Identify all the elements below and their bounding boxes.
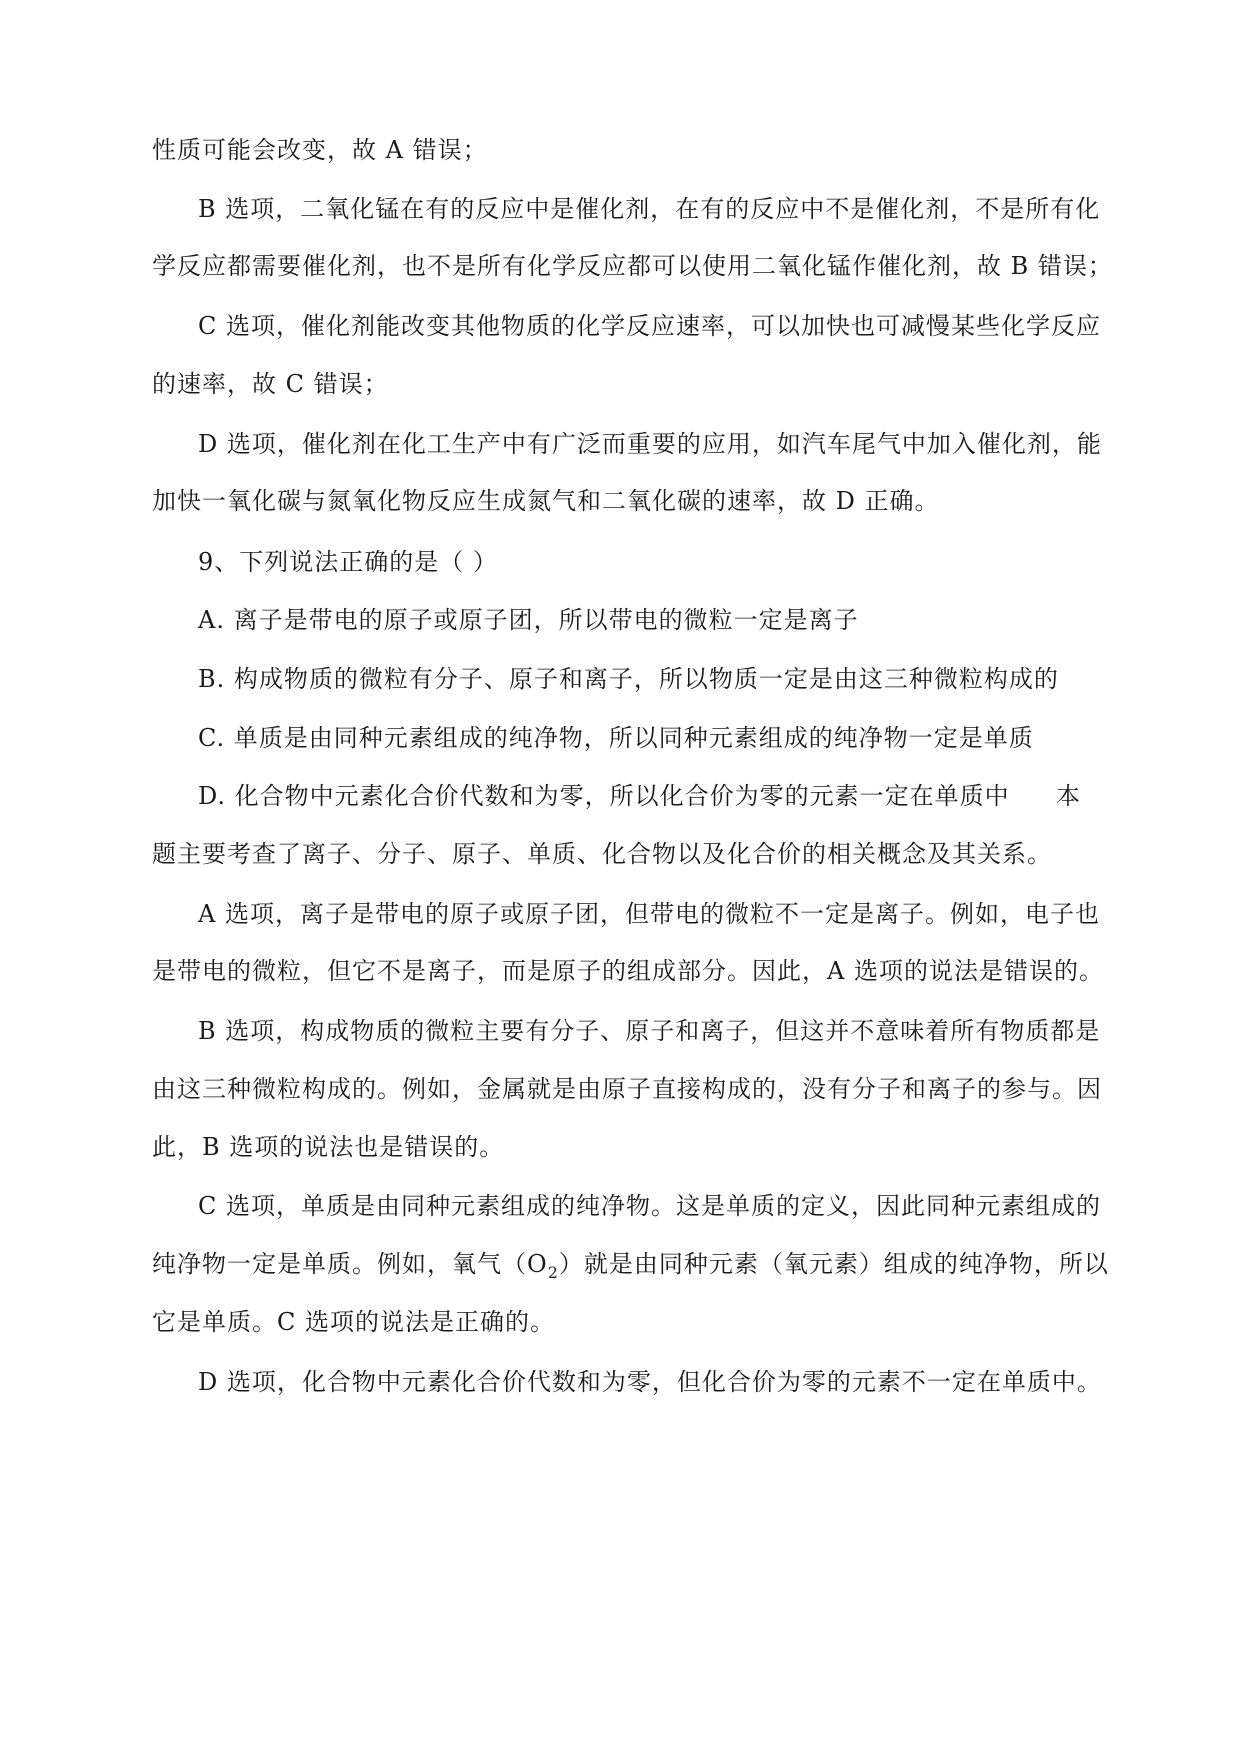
text-line: 此，B 选项的说法也是错误的。 [152, 1133, 505, 1161]
text-line [152, 1248, 1109, 1289]
text-line: 它是单质。C 选项的说法是正确的。 [152, 1308, 555, 1336]
subscript: 2 [547, 1262, 559, 1282]
option-b: B. 构成物质的微粒有分子、原子和离子，所以物质一定是由这三种微粒构成的 [198, 665, 1059, 693]
text-line: 加快一氧化碳与氮氧化物反应生成氮气和二氧化碳的速率，故 D 正确。 [152, 487, 940, 515]
text-line: B 选项，构成物质的微粒主要有分子、原子和离子，但这并不意味着所有物质都是 [198, 1017, 1101, 1045]
text-line: 是带电的微粒，但它不是离子，而是原子的组成部分。因此，A 选项的说法是错误的。 [152, 957, 1104, 985]
text-segment: 纯净物一定是单质。例如，氧气（O [152, 1250, 548, 1278]
text-line: 题主要考查了离子、分子、原子、单质、化合物以及化合价的相关概念及其关系。 [152, 840, 1052, 868]
text-line: A 选项，离子是带电的原子或原子团，但带电的微粒不一定是离子。例如，电子也 [198, 900, 1100, 928]
question-title: 9、下列说法正确的是（ ） [198, 548, 498, 576]
text-line: C 选项，催化剂能改变其他物质的化学反应速率，可以加快也可减慢某些化学反应 [198, 312, 1101, 340]
text-line: B 选项，二氧化锰在有的反应中是催化剂，在有的反应中不是催化剂，不是所有化 [198, 195, 1101, 223]
option-a: A. 离子是带电的原子或原子团，所以带电的微粒一定是离子 [198, 606, 859, 634]
text-line: C 选项，单质是由同种元素组成的纯净物。这是单质的定义，因此同种元素组成的 [198, 1192, 1101, 1220]
text-line: 性质可能会改变，故 A 错误； [152, 136, 488, 164]
text-line: D 选项，催化剂在化工生产中有广泛而重要的应用，如汽车尾气中加入催化剂，能 [198, 430, 1102, 458]
option-d: D. 化合物中元素化合价代数和为零，所以化合价为零的元素一定在单质中 [198, 782, 1010, 810]
option-c: C. 单质是由同种元素组成的纯净物，所以同种元素组成的纯净物一定是单质 [198, 724, 1034, 752]
text-segment: ）就是由同种元素（氧元素）组成的纯净物，所以 [558, 1250, 1109, 1278]
text-line: 的速率，故 C 错误； [152, 370, 389, 398]
text-line: 学反应都需要催化剂，也不是所有化学反应都可以使用二氧化锰作催化剂，故 B 错误； [152, 252, 1113, 280]
text-line: D 选项，化合物中元素化合价代数和为零，但化合价为零的元素不一定在单质中。 [198, 1368, 1102, 1396]
text-fragment: 本 [1056, 782, 1080, 810]
text-line: 由这三种微粒构成的。例如，金属就是由原子直接构成的，没有分子和离子的参与。因 [152, 1075, 1102, 1103]
